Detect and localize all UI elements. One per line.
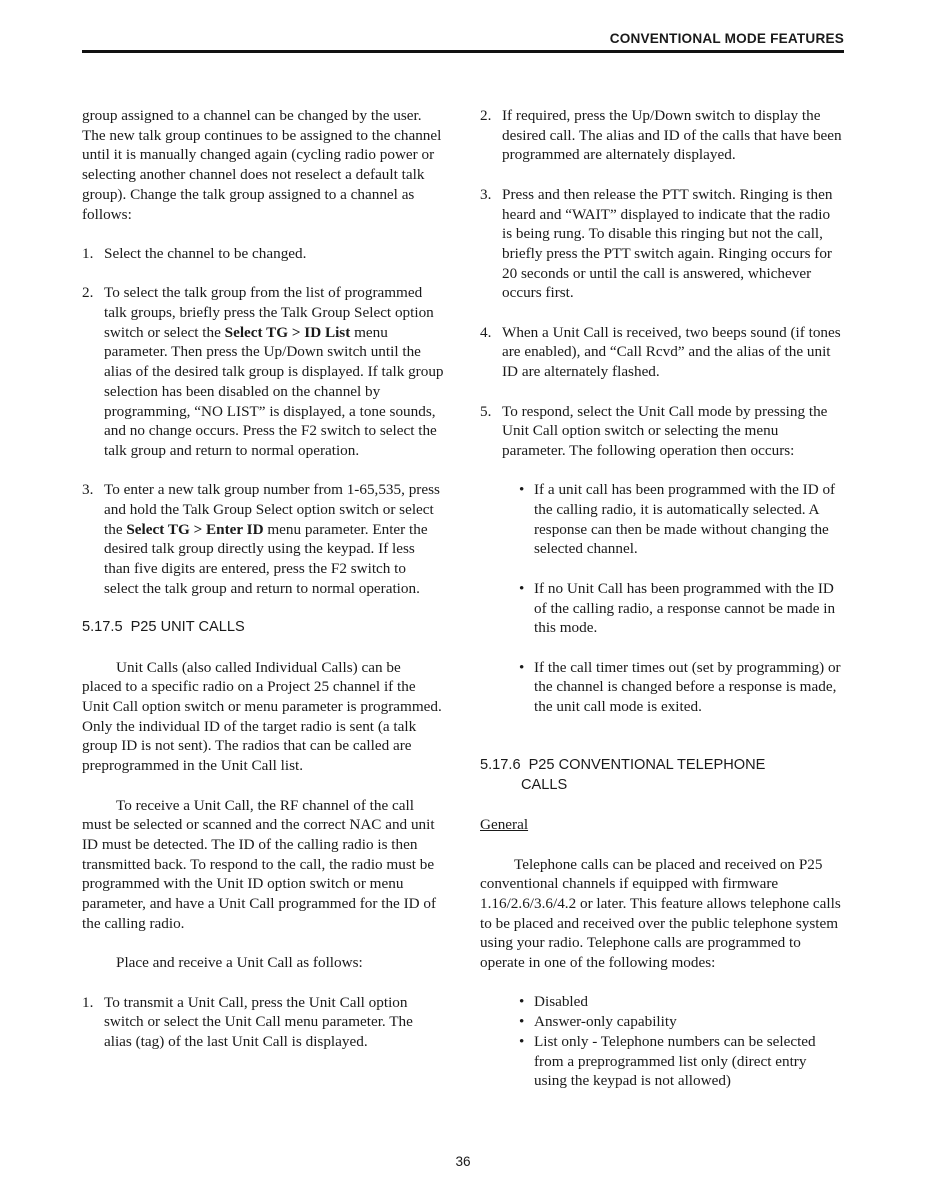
step-text: To transmit a Unit Call, press the Unit Call option switch or select the Unit Call menu parameter. The alias (tag) of the last Unit Call is displayed.	[104, 993, 413, 1050]
subheading-general: General	[480, 816, 529, 834]
unit-calls-paragraph-3: Place and receive a Unit Call as follows:	[116, 954, 363, 972]
running-header: CONVENTIONAL MODE FEATURES	[609, 31, 844, 46]
unit-call-step-3	[480, 185, 842, 303]
step-text: If required, press the Up/Down switch to display the desired call. The alias and ID of the calls that have been programmed are alternately displayed.	[502, 107, 842, 164]
section-number: 5.17.5	[82, 619, 123, 636]
unit-calls-paragraph-1: Unit Calls (also called Individual Calls) can be placed to a specific radio on a Project 25 channel if the Unit Call option switch or menu parameter is programmed. Only the individual ID of the target radio is sent (a talk group ID is not sent). The radios that can be called are preprogrammed in the Unit Call list.	[82, 658, 442, 775]
step-number: 2.	[480, 107, 492, 124]
step-text: When a Unit Call is received, two beeps sound (if tones are enabled), and “Call Rcvd” and the alias of the unit ID are alternately flashed.	[502, 323, 841, 381]
step-number: 1.	[82, 244, 94, 262]
step-number: 2.	[82, 284, 94, 302]
page-number: 36	[455, 1154, 471, 1169]
unit-call-step-2	[480, 106, 842, 165]
right-column	[480, 106, 842, 1111]
menu-parameter-id-list: Select TG > ID List	[224, 323, 351, 341]
bullet-text: Disabled	[534, 993, 588, 1011]
header-rule	[82, 50, 844, 53]
list-item	[517, 579, 842, 638]
section-heading-unit-calls	[82, 618, 444, 638]
bullet-icon: •	[519, 579, 525, 597]
step-number: 5.	[480, 402, 492, 420]
intro-paragraph: group assigned to a channel can be changed by the user. The new talk group continues to be assigned to the channel until it is manually changed again (cycling radio power or selecting another channel does not reselect a default talk group). Change the talk group assigned to a channel as follows:	[82, 107, 442, 223]
talk-group-step-1	[82, 244, 444, 264]
response-bullet-list	[517, 480, 842, 716]
menu-parameter-enter-id: Select TG > Enter ID	[126, 520, 264, 538]
bullet-text: If the call timer times out (set by programming) or the channel is changed before a response is made, the unit call mode is exited.	[534, 658, 841, 715]
section-title: P25 UNIT CALLS	[130, 619, 245, 636]
bullet-icon: •	[519, 993, 525, 1011]
step-number: 4.	[480, 323, 492, 341]
left-column	[82, 106, 444, 1071]
talk-group-step-3	[82, 480, 444, 598]
step-text-pre: To select the talk group from the list of programmed talk groups, briefly press the Talk Group Select option switch or select the	[104, 284, 434, 341]
bullet-text: List only - Telephone numbers can be selected from a preprogrammed list only (direct entry using the keypad is not allowed)	[534, 1032, 816, 1090]
step-text: To respond, select the Unit Call mode by pressing the Unit Call option switch or selecting the menu parameter. The following operation then occurs:	[502, 402, 828, 459]
step-text: Select the channel to be changed.	[104, 244, 307, 262]
bullet-text: If no Unit Call has been programmed with the ID of the calling radio, a response cannot be made in this mode.	[534, 579, 836, 637]
section-number: 5.17.6	[480, 757, 521, 774]
spacer	[480, 736, 842, 756]
step-number: 3.	[480, 185, 492, 203]
talk-group-step-2	[82, 283, 444, 460]
step-text-post: menu parameter. Enter the desired talk group directly using the keypad. If less than five digits are entered, press the F2 switch to select the talk group and return to normal operation.	[104, 520, 428, 597]
bullet-text: Answer-only capability	[534, 1013, 677, 1031]
bullet-icon: •	[519, 1013, 525, 1031]
unit-call-step-4	[480, 323, 842, 382]
bullet-icon: •	[519, 1032, 525, 1050]
telephone-modes-list	[517, 992, 842, 1091]
step-text	[104, 480, 444, 598]
section-title: P25 CONVENTIONAL TELEPHONE	[528, 757, 766, 774]
telephone-paragraph: Telephone calls can be placed and received on P25 conventional channels if equipped with firmware 1.16/2.6/3.6/4.2 or later. This feature allows telephone calls to be placed and received over the public telephone system using your radio. Telephone calls are programmed to operate in one of the following modes:	[480, 855, 841, 972]
step-text-pre: To enter a new talk group number from 1-65,535, press and hold the Talk Group Select option switch or select the	[104, 481, 440, 538]
list-item	[517, 1032, 842, 1091]
unit-calls-paragraph-2: To receive a Unit Call, the RF channel of the call must be selected or scanned and the correct NAC and unit ID must be detected. The ID of the calling radio is then transmitted back. To respond to the call, the radio must be programmed with the Unit ID option switch or menu parameter, and have a Unit Call programmed for the ID of the calling radio.	[82, 796, 437, 932]
bullet-text: If a unit call has been programmed with the ID of the calling radio, it is automatically selected. A response can then be made without changing the selected channel.	[534, 481, 836, 558]
list-item	[517, 992, 842, 1012]
section-title-continued: CALLS	[521, 776, 568, 793]
bullet-icon: •	[519, 481, 525, 499]
step-text: Press and then release the PTT switch. Ringing is then heard and “WAIT” displayed to indicate that the radio is being rung. To disable this ringing but not the call, briefly press the PTT switch again. Ringing occurs for 20 seconds or until the call is answered, whichever occurs first.	[502, 185, 833, 302]
section-heading-telephone-calls	[480, 756, 842, 795]
unit-call-step-1	[82, 993, 444, 1052]
step-text	[104, 283, 444, 460]
step-number: 1.	[82, 993, 94, 1011]
bullet-icon: •	[519, 658, 525, 676]
list-item	[517, 658, 842, 717]
unit-call-step-5	[480, 402, 842, 461]
list-item	[517, 1012, 842, 1032]
step-number: 3.	[82, 481, 94, 499]
list-item	[517, 480, 842, 559]
step-text-post: menu parameter. Then press the Up/Down switch until the alias of the desired talk group is displayed. If talk group selection has been disabled on the channel by programming, “NO LIST” is displayed, a tone sounds, and no change occurs. Press the F2 switch to select the talk group and return to normal operation.	[104, 323, 444, 459]
